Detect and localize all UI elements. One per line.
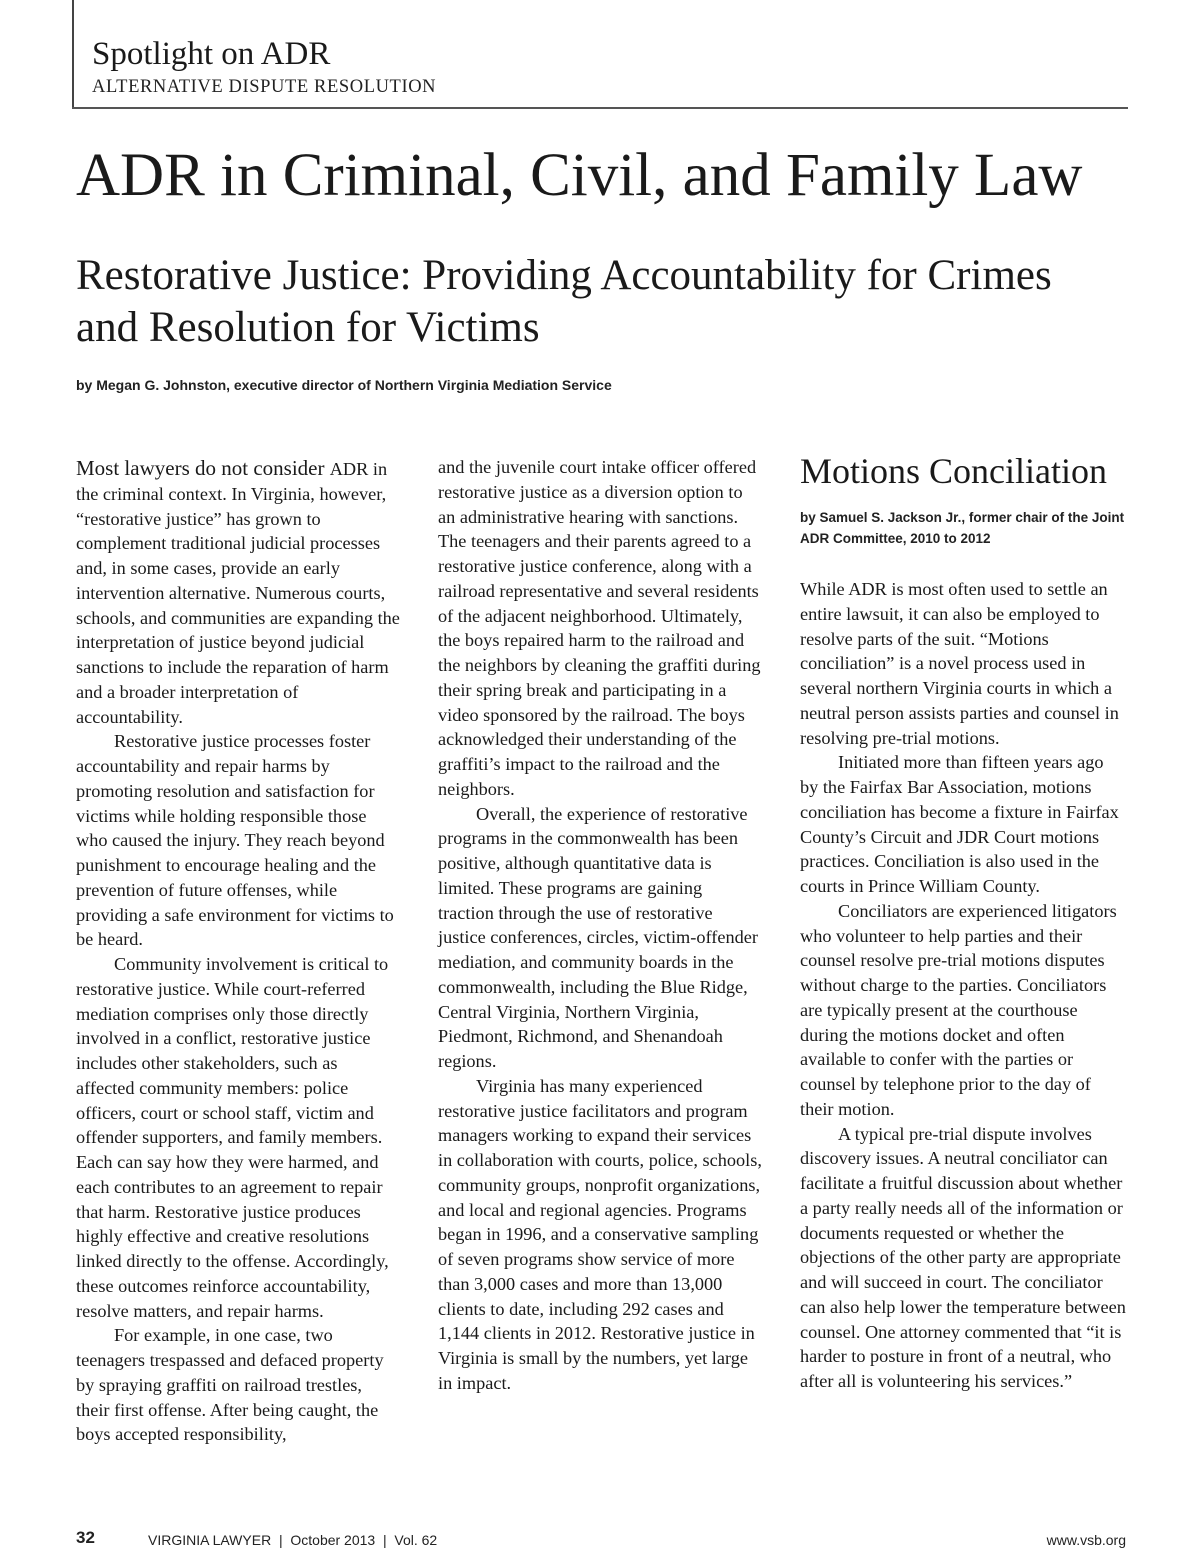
sidebar-paragraph: Conciliators are experienced litigators who volunteer to help parties and their counsel resolve pre-trial motions disputes without charge to the parties. Conciliators are typically present at the courthouse during the motions docket and often available to confer with the parties or counsel by telephone prior to the day of their motion. xyxy=(800,900,1117,1119)
section-title: Spotlight on ADR xyxy=(92,36,331,72)
sidebar-byline: by Samuel S. Jackson Jr., former chair of the Joint ADR Committee, 2010 to 2012 xyxy=(800,510,1125,546)
sidebar-paragraph: Initiated more than fifteen years ago by the Fairfax Bar Association, motions conciliation has become a fixture in Fairfax County’s Circuit and JDR Court motions practices. Conciliation is also used in the courts in Prince William County. xyxy=(800,752,1119,896)
article-paragraph: Restorative justice processes foster accountability and repair harms by promoting resolution and satisfaction for victims while holding responsible those who caused the injury. They reach beyond punishment to encourage healing and the prevention of future offenses, while providing a safe environment for victims to be heard. xyxy=(76,731,394,950)
article-paragraph: For example, in one case, two teenagers trespassed and defaced property by spraying graffiti on railroad trestles, their first offense. After being caught, the boys accepted responsibility, xyxy=(76,1325,384,1445)
website-link[interactable]: www.vsb.org xyxy=(1046,1532,1126,1548)
article-paragraph: Virginia has many experienced restorative justice facilitators and program managers working to expand their services in collaboration with courts, police, schools, community groups, nonprofit organizations, and local and regional agencies. Programs began in 1996, and a conservative sampling of seven programs show service of more than 3,000 cases and more than 13,000 clients to date, including 292 cases and 1,144 clients in 2012. Restorative justice in Virginia is small by the numbers, yet large in impact. xyxy=(438,1075,762,1393)
sidebar-title: Motions Conciliation xyxy=(800,451,1108,491)
sidebar-paragraph: A typical pre-trial dispute involves discovery issues. A neutral conciliator can facilitate a fruitful discussion about whether a party really needs all of the information or documents requested or whether the objections of the other party are appropriate and will succeed in court. The conciliator can also help lower the temperature between counsel. One attorney commented that “it is harder to posture in front of a neutral, who after all is volunteering his services.” xyxy=(800,1123,1126,1391)
section-subtitle: ALTERNATIVE DISPUTE RESOLUTION xyxy=(92,77,437,97)
article-column-2 xyxy=(438,455,762,1396)
lead-in-acronym: ADR xyxy=(329,459,369,479)
article-main-title: ADR in Criminal, Civil, and Family Law xyxy=(76,142,1083,209)
publication-info: VIRGINIA LAWYER | October 2013 | Vol. 62 xyxy=(148,1532,438,1548)
lead-in-text: Most lawyers do not consider xyxy=(76,456,330,480)
article-subtitle: Restorative Justice: Providing Accountability for Crimes and Resolution for Victims xyxy=(76,252,1052,351)
article-byline: by Megan G. Johnston, executive director of Northern Virginia Mediation Service xyxy=(76,377,612,393)
article-paragraph: Overall, the experience of restorative programs in the commonwealth has been positive, although quantitative data is limited. These programs are gaining traction through the use of restorative justice conferences, circles, victim-offender mediation, and community boards in the commonwealth, including the Blue Ridge, Central Virginia, Northern Virginia, Piedmont, Richmond, and Shenandoah regions. xyxy=(438,803,758,1071)
article-paragraph xyxy=(76,456,400,729)
sidebar-paragraph: While ADR is most often used to settle an entire lawsuit, it can also be employed to resolve parts of the suit. “Motions conciliation” is a novel process used in several northern Virginia courts in which a neutral person assists parties and counsel in resolving pre-trial motions. xyxy=(800,579,1119,748)
header-vertical-rule xyxy=(72,0,74,108)
lead-paragraph-rest: in the criminal context. In Virginia, however, “restorative justice” has grown to complement traditional judicial processes and, in some cases, provide an early intervention alternative. Numerous courts, schools, and communities are expanding the interpretation of justice beyond judicial sanctions to include the reparation of harm and a broader interpretation of accountability. xyxy=(76,459,400,727)
article-paragraph: and the juvenile court intake officer offered restorative justice as a diversion option to an administrative hearing with sanctions. The teenagers and their parents agreed to a restorative justice conference, along with a railroad representative and several residents of the adjacent neighborhood. Ultimately, the boys repaired harm to the railroad and the neighbors by cleaning the graffiti during their spring break and participating in a video sponsored by the railroad. The boys acknowledged their understanding of the graffiti’s impact to the railroad and the neighbors. xyxy=(438,457,761,799)
page-number: 32 xyxy=(76,1528,95,1547)
sidebar-column xyxy=(800,577,1126,1394)
header-horizontal-rule xyxy=(72,107,1128,109)
article-paragraph: Community involvement is critical to restorative justice. While court-referred mediation comprises only those directly involved in a conflict, restorative justice includes other stakeholders, such as affected community members: police officers, court or school staff, victim and offender supporters, and family members. Each can say how they were harmed, and each contributes to an agreement to repair that harm. Restorative justice produces highly effective and creative resolutions linked directly to the offense. Accordingly, these outcomes reinforce accountability, resolve matters, and repair harms. xyxy=(76,954,389,1321)
article-column-1 xyxy=(76,456,400,1447)
